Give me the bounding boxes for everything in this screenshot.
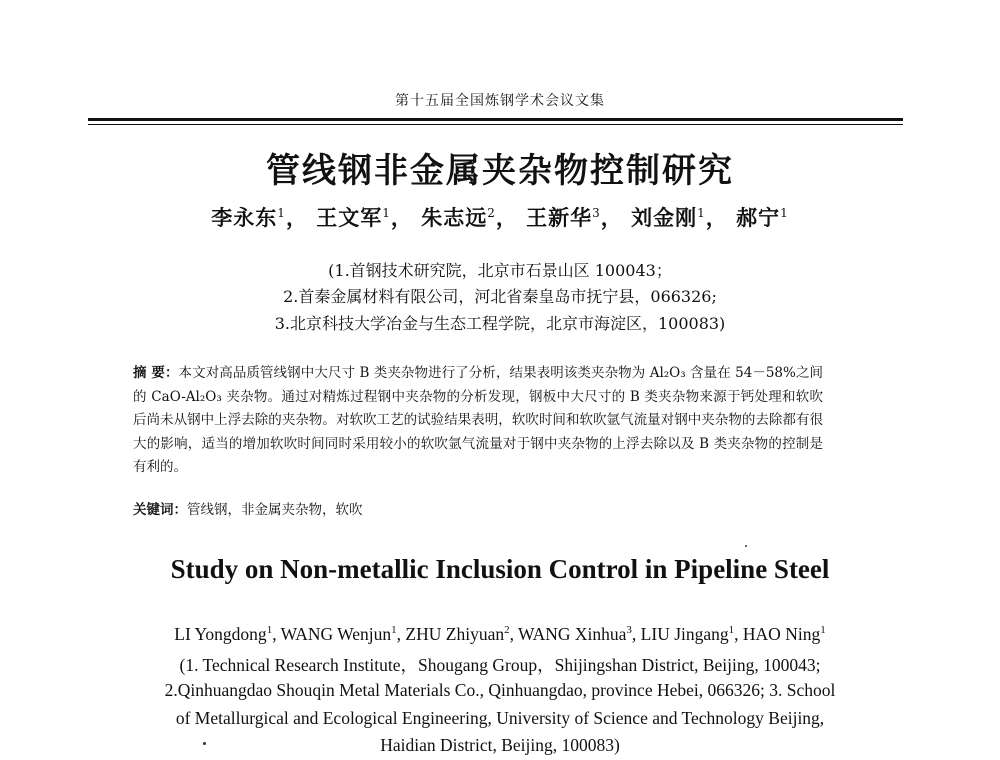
author-affil-sup: 1 [780,206,789,220]
author-en: LI Yongdong [174,624,267,644]
author-en: ZHU Zhiyuan [405,624,505,644]
author-zh: 刘金刚 [631,205,698,230]
affiliation-zh-line: (1.首钢技术研究院，北京市石景山区 100043； [328,261,672,280]
author-affil-sup: 3 [626,624,632,637]
author-affil-sup: 1 [728,624,735,637]
author-affil-sup: 2 [487,206,496,220]
affiliation-en-line: 2.Qinhuangdao Shouqin Metal Materials Co., Qinhuangdao, province Hebei, 066326; 3. School [164,680,836,700]
keywords-label: 关键词： [133,502,187,518]
author-en: WANG Wenjun [280,624,392,644]
affiliation-en-line: Haidian District, Beijing, 100083) [380,735,620,755]
author-en: HAO Ning [742,624,821,644]
author-en: LIU Jingang [640,624,729,644]
abstract-label: 摘 要： [133,365,179,381]
author-affil-sup: 1 [382,206,391,220]
keywords-text: 管线钢，非金属夹杂物，软吹 [187,502,363,518]
scan-speck [203,742,206,745]
affiliation-en-line: (1. Technical Research Institute，Shougang Group，Shijingshan District, Beijing, 100043; [179,655,821,675]
author-zh: 朱志远 [421,205,488,230]
author-zh: 王新华 [526,205,593,230]
paper-title-zh: 管线钢非金属夹杂物控制研究 [266,151,734,191]
affiliation-en-line: of Metallurgical and Ecological Engineering, University of Science and Technology Beijing, [175,708,825,728]
author-affil-sup: 1 [277,206,286,220]
author-zh: 王文军 [316,205,383,230]
author-affil-sup: 1 [266,624,273,637]
header-rule-thick [88,118,903,121]
author-affil-sup: 1 [697,206,706,220]
authors-en: LI Yongdong$^1$, WANG Wenjun$^1$, ZHU Zhiyuan$^2$, WANG Xinhua$^3$, LIU Jingang$^1$, HAO Ning$^1$ [174,624,826,644]
paper-title-en: Study on Non-metallic Inclusion Control in Pipeline Steel [170,554,830,584]
author-zh: 郝宁 [736,205,781,230]
affiliation-zh-line: 2.首秦金属材料有限公司，河北省秦皇岛市抚宁县，066326; [283,287,717,306]
keywords-zh [133,498,823,518]
affiliation-zh-line: 3.北京科技大学冶金与生态工程学院，北京市海淀区，100083) [274,314,726,333]
running-header: 第十五届全国炼钢学术会议文集 [395,93,605,109]
abstract-zh [133,362,823,480]
author-affil-sup: 1 [391,624,397,637]
authors-zh: 李永东$^1$， 王文军$^1$， 朱志远$^2$， 王新华$^3$， 刘金刚$^1$， 郝宁$^1$ [211,205,789,230]
header-rule-thin [88,124,903,125]
scan-speck [745,545,747,547]
abstract-text: 本文对高品质管线钢中大尺寸 B 类夹杂物进行了分析，结果表明该类夹杂物为 Al₂O₃ 含量在 54－58%之间的 CaO-Al₂O₃ 夹杂物。通过对精炼过程钢中夹杂物的分析发现，钢板中大尺寸的 B 类夹杂物来源于钙处理和软吹后尚未从钢中上浮去除的夹杂物。对软吹工艺的试验结果表明，软吹时间和软吹氩气流量对钢中夹杂物的去除都有很大的影响，适当的增加软吹时间同时采用较小的软吹氩气流量对于钢中夹杂物的上浮去除以及 B 类夹杂物的控制是有利的。 [133,365,823,475]
author-affil-sup: 3 [592,206,601,220]
author-affil-sup: 2 [504,624,510,637]
author-affil-sup: 1 [820,624,826,637]
author-zh: 李永东 [211,205,278,230]
author-en: WANG Xinhua [518,624,627,644]
